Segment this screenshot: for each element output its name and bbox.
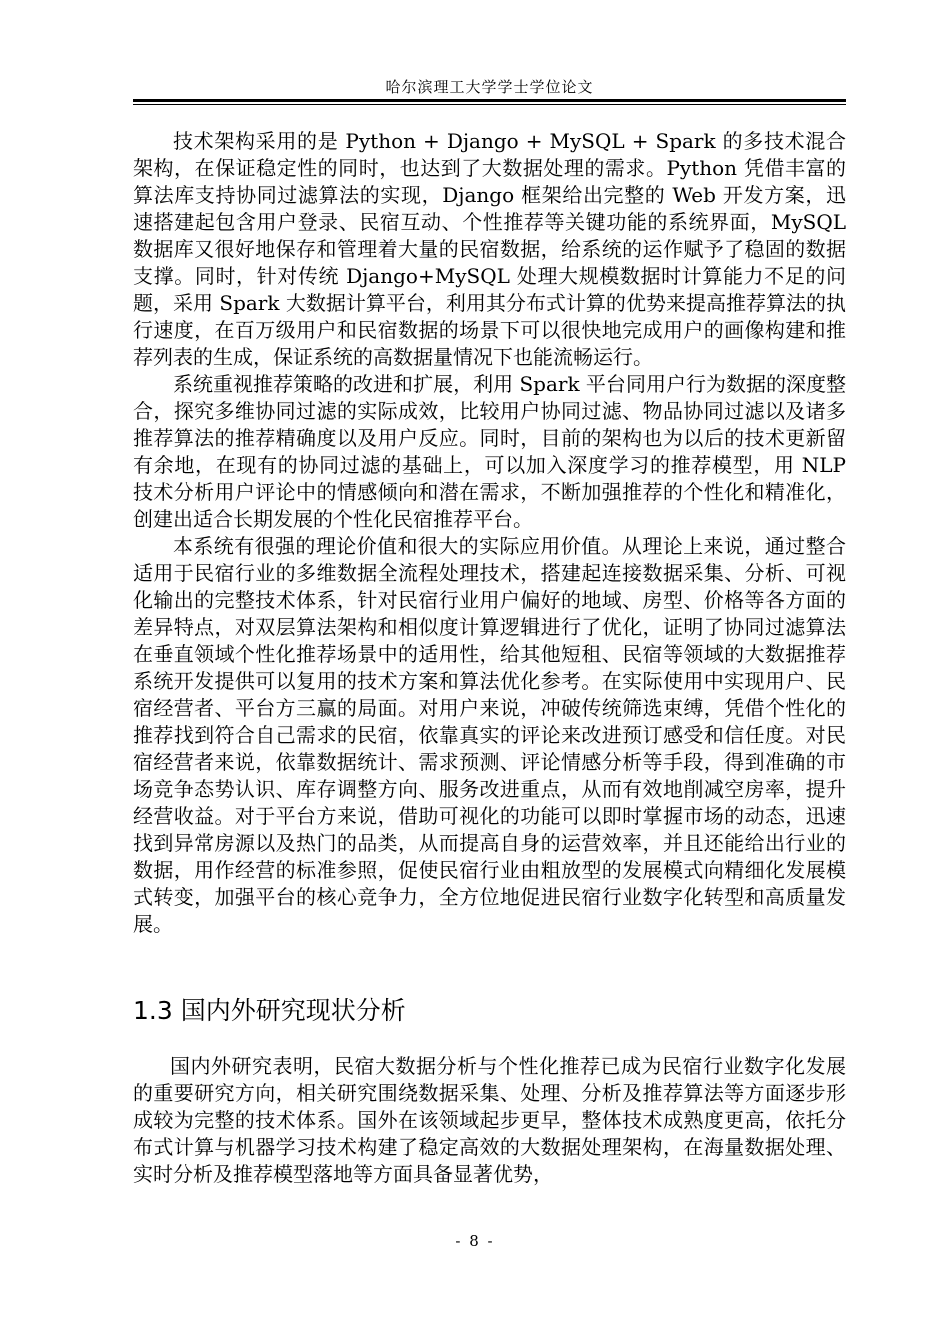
paragraph-research-status: 国内外研究表明，民宿大数据分析与个性化推荐已成为民宿行业数字化发展的重要研究方向，相关研究围绕数据采集、处理、分析及推荐算法等方面逐步形成较为完整的技术体系。国外在该领域起步更早，整体技术成熟度更高，依托分布式计算与机器学习技术构建了稳定高效的大数据处理架构，在海量数据处理、实时分析及推荐模型落地等方面具备显著优势， <box>133 1054 846 1186</box>
body-text <box>133 128 846 938</box>
paragraph-architecture: 技术架构采用的是 Python + Django + MySQL + Spark 的多技术混合架构，在保证稳定性的同时，也达到了大数据处理的需求。Python 凭借丰富的算法库支持协同过滤算法的实现，Django 框架给出完整的 Web 开发方案，迅速搭建起包含用户登录、民宿互动、个性推荐等关键功能的系统界面，MySQL 数据库又很好地保存和管理着大量的民宿数据，给系统的运作赋予了稳固的数据支撑。同时，针对传统 Django+MySQL 处理大规模数据时计算能力不足的问题，采用 Spark 大数据计算平台，利用其分布式计算的优势来提高推荐算法的执行速度，在百万级用户和民宿数据的场景下可以很快地完成用户的画像构建和推荐列表的生成，保证系统的高数据量情况下也能流畅运行。 <box>133 129 846 369</box>
section-heading: 1.3 国内外研究现状分析 <box>133 996 406 1025</box>
section-body <box>133 1053 846 1188</box>
header-rule-thick <box>133 99 846 102</box>
header-rule-thin <box>133 104 846 105</box>
running-header: 哈尔滨理工大学学士学位论文 <box>385 78 594 96</box>
paragraph-strategy: 系统重视推荐策略的改进和扩展，利用 Spark 平台同用户行为数据的深度整合，探究多维协同过滤的实际成效，比较用户协同过滤、物品协同过滤以及诸多推荐算法的推荐精确度以及用户反应。同时，目前的架构也为以后的技术更新留有余地，在现有的协同过滤的基础上，可以加入深度学习的推荐模型，用 NLP 技术分析用户评论中的情感倾向和潜在需求，不断加强推荐的个性化和精准化，创建出适合长期发展的个性化民宿推荐平台。 <box>133 372 846 531</box>
page-number: - 8 - <box>455 1232 495 1250</box>
paragraph-value: 本系统有很强的理论价值和很大的实际应用价值。从理论上来说，通过整合适用于民宿行业的多维数据全流程处理技术，搭建起连接数据采集、分析、可视化输出的完整技术体系，针对民宿行业用户偏好的地域、房型、价格等各方面的差异特点，对双层算法架构和相似度计算逻辑进行了优化，证明了协同过滤算法在垂直领域个性化推荐场景中的适用性，给其他短租、民宿等领域的大数据推荐系统开发提供可以复用的技术方案和算法优化参考。在实际使用中实现用户、民宿经营者、平台方三赢的局面。对用户来说，冲破传统筛选束缚，凭借个性化的推荐找到符合自己需求的民宿，依靠真实的评论来改进预订感受和信任度。对民宿经营者来说，依靠数据统计、需求预测、评论情感分析等手段，得到准确的市场竞争态势认识、库存调整方向、服务改进重点，从而有效地削减空房率，提升经营收益。对于平台方来说，借助可视化的功能可以即时掌握市场的动态，迅速找到异常房源以及热门的品类，从而提高自身的运营效率，并且还能给出行业的数据，用作经营的标准参照，促使民宿行业由粗放型的发展模式向精细化发展模式转变，加强平台的核心竞争力，全方位地促进民宿行业数字化转型和高质量发展。 <box>133 534 846 936</box>
